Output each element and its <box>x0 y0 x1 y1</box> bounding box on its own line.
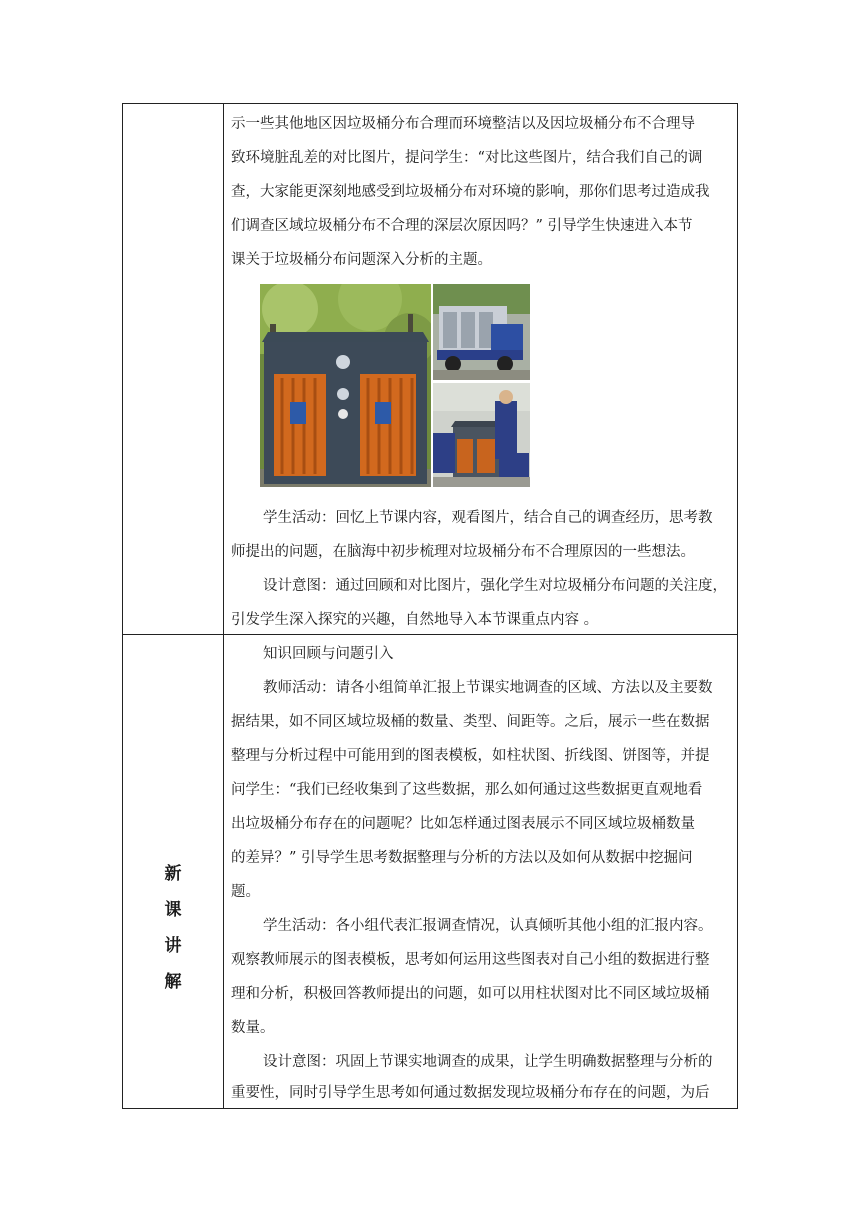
section-label-char: 新 <box>164 864 182 884</box>
paragraph-line: 数量。 <box>231 1020 275 1036</box>
paragraph-line: 问学生：“我们已经收集到了这些数据，那么如何通过这些数据更直观地看 <box>231 782 703 798</box>
paragraph-line: 查，大家能更深刻地感受到垃圾桶分布对环境的影响，那你们思考过造成我 <box>231 184 710 200</box>
workers-installing-bin-photo <box>433 383 530 487</box>
garbage-truck-photo <box>433 284 530 380</box>
section-label-char: 解 <box>164 972 182 992</box>
section-heading: 知识回顾与问题引入 <box>263 646 394 662</box>
column-divider <box>223 104 224 1108</box>
paragraph-line: 们调查区域垃圾桶分布不合理的深层次原因吗？” 引导学生快速进入本节 <box>231 218 693 234</box>
paragraph-line: 据结果，如不同区域垃圾桶的数量、类型、间距等。之后，展示一些在数据 <box>231 714 710 730</box>
paragraph-line: 观察教师展示的图表模板，思考如何运用这些图表对自己小组的数据进行整 <box>231 952 710 968</box>
paragraph-line: 设计意图：通过回顾和对比图片，强化学生对垃圾桶分布问题的关注度， <box>263 578 727 594</box>
paragraph-line: 理和分析，积极回答教师提出的问题，如可以用柱状图对比不同区域垃圾桶 <box>231 986 710 1002</box>
paragraph-line: 出垃圾桶分布存在的问题呢？比如怎样通过图表展示不同区域垃圾桶数量 <box>231 816 695 832</box>
trash-bin-photo <box>260 284 431 487</box>
section-label-char: 课 <box>164 900 182 920</box>
paragraph-line: 题。 <box>231 884 260 900</box>
paragraph-line: 学生活动：回忆上节课内容，观看图片，结合自己的调查经历，思考教 <box>263 510 713 526</box>
paragraph-line: 师提出的问题，在脑海中初步梳理对垃圾桶分布不合理原因的一些想法。 <box>231 544 695 560</box>
paragraph-line: 整理与分析过程中可能用到的图表模板，如柱状图、折线图、饼图等，并提 <box>231 748 710 764</box>
paragraph-line: 致环境脏乱差的对比图片，提问学生：“对比这些图片，结合我们自己的调 <box>231 150 703 166</box>
paragraph-line: 教师活动：请各小组简单汇报上节课实地调查的区域、方法以及主要数 <box>263 680 713 696</box>
paragraph-line: 的差异？” 引导学生思考数据整理与分析的方法以及如何从数据中挖掘问 <box>231 850 693 866</box>
lesson-table <box>122 103 738 1109</box>
section-label-char: 讲 <box>164 936 182 956</box>
paragraph-line: 示一些其他地区因垃圾桶分布合理而环境整洁以及因垃圾桶分布不合理导 <box>231 116 695 132</box>
paragraph-line: 设计意图：巩固上节课实地调查的成果，让学生明确数据整理与分析的 <box>263 1054 713 1070</box>
paragraph-line: 课关于垃圾桶分布问题深入分析的主题。 <box>231 252 492 268</box>
row-divider <box>123 634 737 635</box>
paragraph-line: 引发学生深入探究的兴趣，自然地导入本节课重点内容 。 <box>231 612 599 628</box>
paragraph-line: 学生活动：各小组代表汇报调查情况，认真倾听其他小组的汇报内容。 <box>263 918 713 934</box>
paragraph-line: 重要性，同时引导学生思考如何通过数据发现垃圾桶分布存在的问题，为后 <box>231 1085 710 1101</box>
